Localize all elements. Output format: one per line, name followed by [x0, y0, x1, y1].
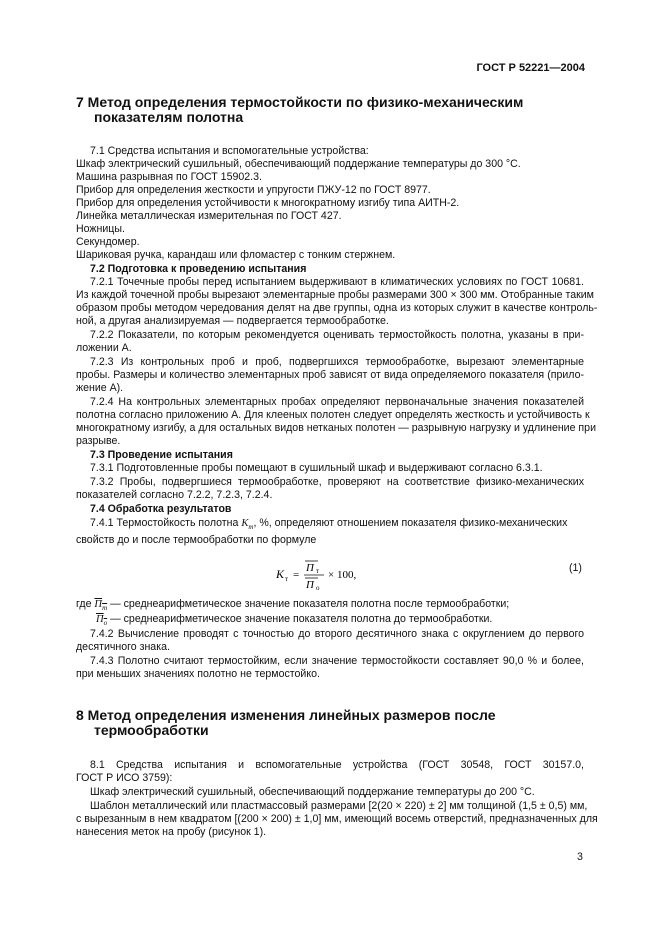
- para-7-4-3-l2: при меньших значениях полотно не термостойко.: [76, 668, 320, 680]
- para-7-4-1-l2: свойств до и после термообработки по формуле: [76, 534, 317, 546]
- pt-sub: т: [102, 604, 108, 613]
- subheading-7-3: 7.3 Проведение испытания: [90, 449, 233, 461]
- kt-sub: т: [248, 523, 254, 532]
- para-7-2-1-l2: Из каждой точечной пробы вырезают элементарные пробы размерами 300 × 300 мм. Отобранные таким: [76, 289, 594, 301]
- para-7-3-2-l2: показателей согласно 7.2.2, 7.2.3, 7.2.4.: [76, 489, 273, 501]
- para-7-4-1-start: 7.4.1 Термостойкость полотна: [90, 517, 239, 529]
- section-7-title-line1: 7 Метод определения термостойкости по физико-механическим: [76, 94, 524, 110]
- section-8-title-line1: 8 Метод определения изменения линейных размеров после: [76, 707, 496, 723]
- section-7-title-line2: показателям полотна: [94, 109, 244, 125]
- formula-lhs: K: [276, 567, 285, 581]
- where-word: где: [76, 598, 92, 610]
- para-7-4-1-rest: , %, определяют отношением показателя физико-механических: [253, 517, 568, 529]
- para-7-2-4-l3: многократному изгибу, а для остальных видов нетканых полотен — разрывную нагрузку и удлинение при: [76, 422, 596, 434]
- section-8-title-line2: термообработки: [94, 722, 209, 738]
- item-pzhu: Прибор для определения жесткости и упругости ПЖУ-12 по ГОСТ 8977.: [76, 184, 431, 196]
- formula-num: П: [306, 562, 314, 574]
- para-7-2-2-l1: 7.2.2 Показатели, по которым рекомендуется оценивать термостойкость полотна, указаны в при-: [90, 329, 584, 341]
- para-7-3-1: 7.3.1 Подготовленные пробы помещают в сушильный шкаф и выдерживают согласно 6.3.1.: [90, 462, 543, 474]
- formula-eq: =: [293, 569, 300, 581]
- item-template-l2: с вырезанным в нем квадратом [(200 × 200) ± 1,0] мм, имеющий восемь отверстий, предназначенных для: [76, 813, 598, 825]
- formula-den: П: [306, 579, 314, 591]
- para-7-4-1-l1: [90, 517, 567, 534]
- symbol-kt: [241, 518, 254, 532]
- po-letter: П: [96, 614, 104, 625]
- formula-lhs-sub: т: [285, 575, 289, 583]
- para-7-1: 7.1 Средства испытания и вспомогательные устройства:: [90, 145, 369, 157]
- item-scissors: Ножницы.: [76, 223, 125, 235]
- para-7-2-3-l2: пробы. Размеры и количество элементарных проб зависят от вида определяемого показателя (прило-: [76, 369, 584, 381]
- subheading-7-2: 7.2 Подготовка к проведению испытания: [90, 263, 307, 275]
- formula-svg: [272, 555, 382, 595]
- subheading-7-4: 7.4 Обработка результатов: [90, 503, 232, 515]
- para-7-4-2-l1: 7.4.2 Вычисление проводят с точностью до второго десятичного знака с округлением до первого: [90, 628, 584, 640]
- item-machine: Машина разрывная по ГОСТ 15902.3.: [76, 171, 262, 183]
- equation-number: (1): [569, 562, 582, 574]
- para-8-1-l1: 8.1 Средства испытания и вспомогательные устройства (ГОСТ 30548, ГОСТ 30157.0,: [90, 759, 584, 771]
- symbol-pt: [94, 599, 108, 613]
- item-template-l1: Шаблон металлический или пластмассовый размерами [2(20 × 220) ± 2] мм толщиной (1,5 ± 0,5) мм,: [90, 800, 588, 812]
- item-oven-200: Шкаф электрический сушильный, обеспечивающий поддержание температуры до 200 °С.: [90, 786, 535, 798]
- para-7-4-2-l2: десятичного знака.: [76, 641, 170, 653]
- para-7-2-1-l1: 7.2.1 Точечные пробы перед испытанием выдерживают в климатических условиях по ГОСТ 10681.: [90, 276, 584, 288]
- para-7-2-4-l1: 7.2.4 На контрольных элементарных пробах определяют первоначальные значения показателей: [90, 396, 584, 408]
- para-7-3-2-l1: 7.3.2 Пробы, подвергшиеся термообработке, проверяют на соответствие физико-механических: [90, 476, 584, 488]
- item-stopwatch: Секундомер.: [76, 236, 140, 248]
- where-po-desc: — среднеарифметическое значение показателя полотна до термообработки.: [107, 613, 493, 625]
- para-7-2-1-l4: ной, а другая анализируемая — подвергается термообработке.: [76, 315, 389, 327]
- symbol-po: [96, 614, 108, 628]
- page-number: 3: [577, 851, 583, 863]
- formula-rhs: × 100,: [328, 569, 357, 581]
- para-7-2-3-l3: жение А).: [76, 382, 124, 394]
- para-8-1-l2: ГОСТ Р ИСО 3759):: [76, 772, 173, 784]
- item-oven: Шкаф электрический сушильный, обеспечивающий поддержание температуры до 300 °С.: [76, 158, 521, 170]
- item-pen: Шариковая ручка, карандаш или фломастер с тонким стержнем.: [76, 249, 396, 261]
- po-sub: о: [103, 619, 108, 628]
- formula-num-sub: т: [316, 567, 320, 575]
- formula-den-sub: о: [316, 584, 320, 592]
- formula-1: [272, 555, 382, 595]
- para-7-2-2-l2: ложении А.: [76, 342, 132, 354]
- document-header: ГОСТ Р 52221—2004: [476, 62, 585, 74]
- item-aitn: Прибор для определения устойчивости к многократному изгибу типа АИТН-2.: [76, 197, 460, 209]
- kt-letter: K: [241, 518, 249, 529]
- para-7-2-4-l2: полотна согласно приложению А. Для клееных полотен следует определять жесткость и устойчивость к: [76, 409, 590, 421]
- para-7-2-3-l1: 7.2.3 Из контрольных проб и проб, подвергшихся термообработке, вырезают элементарные: [90, 356, 584, 368]
- where-pt-desc: — среднеарифметическое значение показателя полотна после термообработки;: [107, 598, 510, 610]
- para-7-2-1-l3: образом пробы методом чередования делят на две группы, одна из которых служит в качестве контроль-: [76, 302, 598, 314]
- para-7-4-3-l1: 7.4.3 Полотно считают термостойким, если значение термостойкости составляет 90,0 % и более,: [90, 655, 584, 667]
- para-7-2-4-l4: разрыве.: [76, 435, 121, 447]
- pt-letter: П: [94, 599, 103, 610]
- item-template-l3: нанесения меток на пробу (рисунок 1).: [76, 826, 267, 838]
- item-ruler: Линейка металлическая измерительная по ГОСТ 427.: [76, 210, 342, 222]
